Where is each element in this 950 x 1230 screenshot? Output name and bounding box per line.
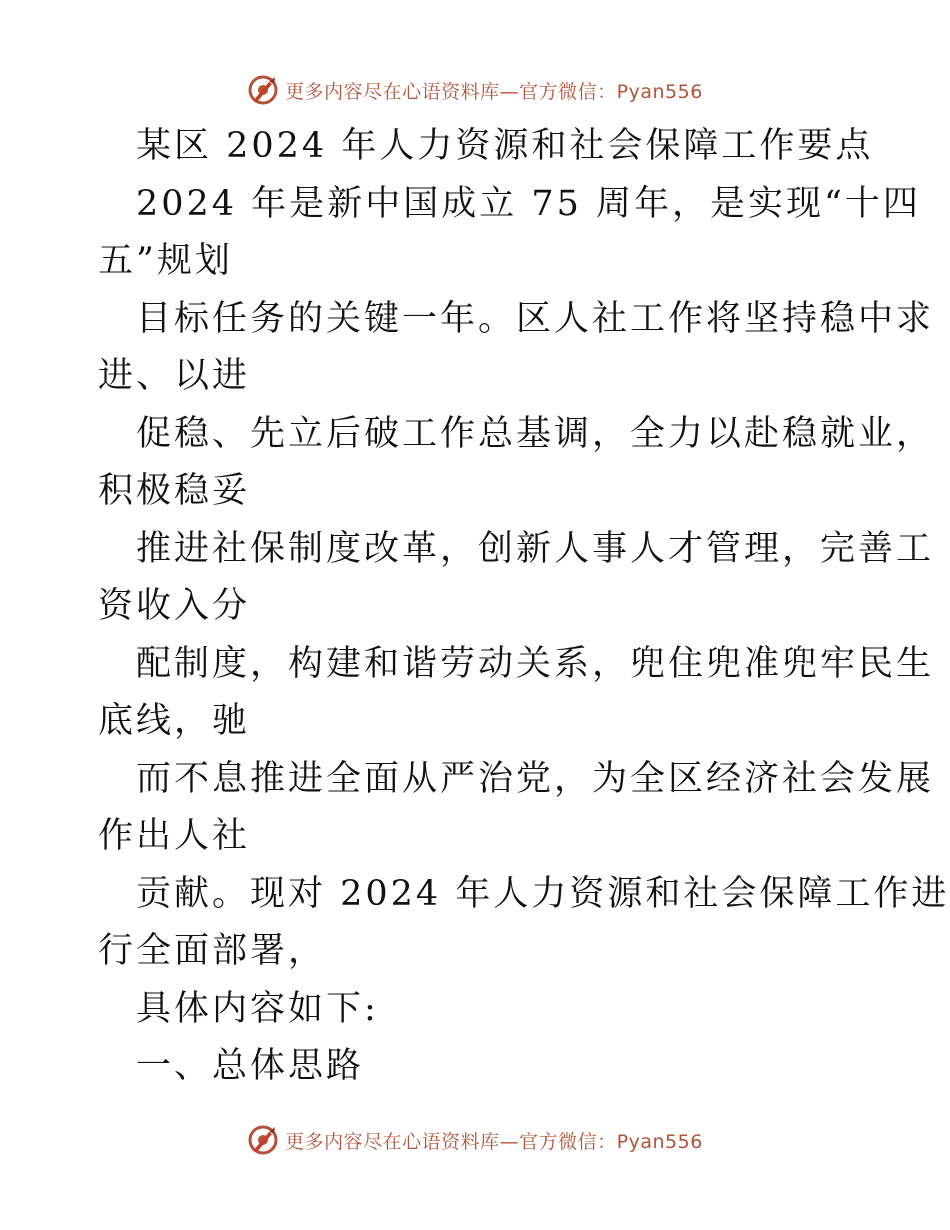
paragraph-line: 具体内容如下:: [136, 988, 379, 1029]
document-title: 某区 2024 年人力资源和社会保障工作要点: [136, 126, 874, 166]
paragraph-line: 进、以进: [98, 356, 251, 396]
paragraph-line: 底线，驰: [98, 701, 251, 741]
paragraph-line: 五”规划: [98, 241, 233, 281]
header-banner: [0, 70, 950, 110]
document-body: [98, 118, 950, 1096]
quill-circle-logo-icon: [247, 1124, 279, 1156]
paragraph-line: 目标任务的关键一年。区人社工作将坚持稳中求: [136, 298, 935, 339]
paragraph-line: 行全面部署，: [98, 931, 327, 971]
paragraph-line: 而不息推进全面从严治党，为全区经济社会发展: [136, 758, 935, 799]
paragraph-line: 促稳、先立后破工作总基调，全力以赴稳就业，: [136, 413, 935, 454]
paragraph-line: 一、总体思路: [136, 1046, 365, 1086]
paragraph-line: 贡献。现对 2024 年人力资源和社会保障工作进: [136, 873, 950, 914]
paragraph-line: 推进社保制度改革，创新人事人才管理，完善工: [136, 528, 935, 569]
paragraph-line: 资收入分: [98, 586, 251, 626]
quill-circle-logo-icon: [247, 74, 279, 106]
paragraph-line: 2024 年是新中国成立 75 周年，是实现“十四: [136, 183, 921, 224]
paragraph-line: 作出人社: [98, 816, 251, 856]
footer-banner: [0, 1120, 950, 1160]
header-banner-text: 更多内容尽在心语资料库—官方微信：Pyan556: [285, 80, 703, 103]
paragraph-line: 积极稳妥: [98, 471, 251, 511]
footer-banner-text: 更多内容尽在心语资料库—官方微信：Pyan556: [285, 1130, 703, 1153]
paragraph-line: 配制度，构建和谐劳动关系，兜住兜准兜牢民生: [136, 643, 935, 684]
